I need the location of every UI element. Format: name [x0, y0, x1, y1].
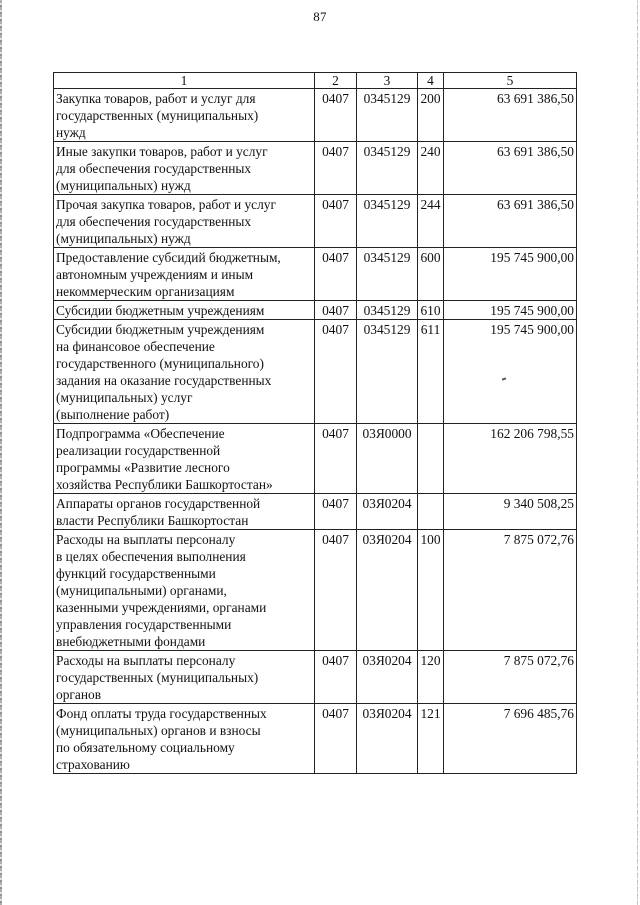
- row-code: 03Я0000: [357, 424, 418, 494]
- row-type: 610: [418, 301, 444, 320]
- row-name: Расходы на выплаты персоналу государственных (муниципальных) органов: [54, 651, 315, 704]
- row-code: 0345129: [357, 89, 418, 142]
- row-type: 611: [418, 320, 444, 424]
- column-header-type: 4: [418, 73, 444, 89]
- row-type: [418, 494, 444, 530]
- table-row: [54, 320, 577, 424]
- row-amount: 162 206 798,55: [444, 424, 577, 494]
- row-code: 0345129: [357, 142, 418, 195]
- table-row: [54, 424, 577, 494]
- row-name: Закупка товаров, работ и услуг для государственных (муниципальных) нужд: [54, 89, 315, 142]
- column-header-amount: 5: [444, 73, 577, 89]
- page-number: 87: [313, 9, 327, 24]
- scan-edge-left: [0, 0, 2, 905]
- table-header-row: [54, 73, 577, 89]
- row-amount: 63 691 386,50: [444, 195, 577, 248]
- row-section: 0407: [315, 248, 357, 301]
- table-row: [54, 142, 577, 195]
- table-row: [54, 651, 577, 704]
- row-code: 03Я0204: [357, 530, 418, 651]
- row-type: 120: [418, 651, 444, 704]
- table-row: [54, 195, 577, 248]
- row-code: 0345129: [357, 195, 418, 248]
- row-name: Предоставление субсидий бюджетным, автономным учреждениям и иным некоммерческим организациям: [54, 248, 315, 301]
- row-type: 121: [418, 704, 444, 774]
- row-name: Фонд оплаты труда государственных (муниципальных) органов и взносы по обязательному социальному страхованию: [54, 704, 315, 774]
- row-amount: 7 696 485,76: [444, 704, 577, 774]
- row-amount: 195 745 900,00: [444, 301, 577, 320]
- row-name: Субсидии бюджетным учреждениям: [54, 301, 315, 320]
- row-amount: 63 691 386,50: [444, 89, 577, 142]
- row-section: 0407: [315, 494, 357, 530]
- row-amount-cell: [444, 320, 577, 424]
- row-code: 0345129: [357, 301, 418, 320]
- row-section: 0407: [315, 424, 357, 494]
- row-name: Субсидии бюджетным учреждениям на финансовое обеспечение государственного (муниципального) задания на оказание государственных (муниципальных) услуг (выполнение работ): [54, 320, 315, 424]
- table-row: [54, 89, 577, 142]
- column-header-section: 2: [315, 73, 357, 89]
- row-name: Подпрограмма «Обеспечение реализации государственной программы «Развитие лесного хозяйства Республики Башкортостан»: [54, 424, 315, 494]
- row-type: [418, 424, 444, 494]
- row-section: 0407: [315, 195, 357, 248]
- column-header-name: 1: [54, 73, 315, 89]
- row-type: 200: [418, 89, 444, 142]
- row-code: 03Я0204: [357, 651, 418, 704]
- column-header-code: 3: [357, 73, 418, 89]
- row-type: 100: [418, 530, 444, 651]
- row-type: 240: [418, 142, 444, 195]
- row-amount: 9 340 508,25: [444, 494, 577, 530]
- row-type: 600: [418, 248, 444, 301]
- row-name: Иные закупки товаров, работ и услуг для обеспечения государственных (муниципальных) нужд: [54, 142, 315, 195]
- row-code: 0345129: [357, 320, 418, 424]
- row-section: 0407: [315, 320, 357, 424]
- row-amount: 7 875 072,76: [444, 651, 577, 704]
- table-row: [54, 530, 577, 651]
- row-code: 03Я0204: [357, 494, 418, 530]
- table-row: [54, 301, 577, 320]
- table-row: [54, 494, 577, 530]
- scan-artifact-mark: [502, 377, 506, 380]
- row-name: Аппараты органов государственной власти Республики Башкортостан: [54, 494, 315, 530]
- row-code: 0345129: [357, 248, 418, 301]
- scan-edge-right: [637, 0, 638, 905]
- row-name: Расходы на выплаты персоналу в целях обеспечения выполнения функций государственными (муниципальными) органами, казенными учреждениями, органами управления государственными внебюджетными фондами: [54, 530, 315, 651]
- row-section: 0407: [315, 651, 357, 704]
- table-row: [54, 704, 577, 774]
- row-amount: 7 875 072,76: [444, 530, 577, 651]
- budget-table: [53, 72, 577, 774]
- row-name: Прочая закупка товаров, работ и услуг для обеспечения государственных (муниципальных) нужд: [54, 195, 315, 248]
- row-section: 0407: [315, 704, 357, 774]
- row-section: 0407: [315, 89, 357, 142]
- row-section: 0407: [315, 142, 357, 195]
- table-row: [54, 248, 577, 301]
- row-type: 244: [418, 195, 444, 248]
- row-code: 03Я0204: [357, 704, 418, 774]
- row-amount: 63 691 386,50: [444, 142, 577, 195]
- row-amount: 195 745 900,00: [444, 248, 577, 301]
- row-section: 0407: [315, 530, 357, 651]
- row-amount: 195 745 900,00: [490, 322, 574, 337]
- row-section: 0407: [315, 301, 357, 320]
